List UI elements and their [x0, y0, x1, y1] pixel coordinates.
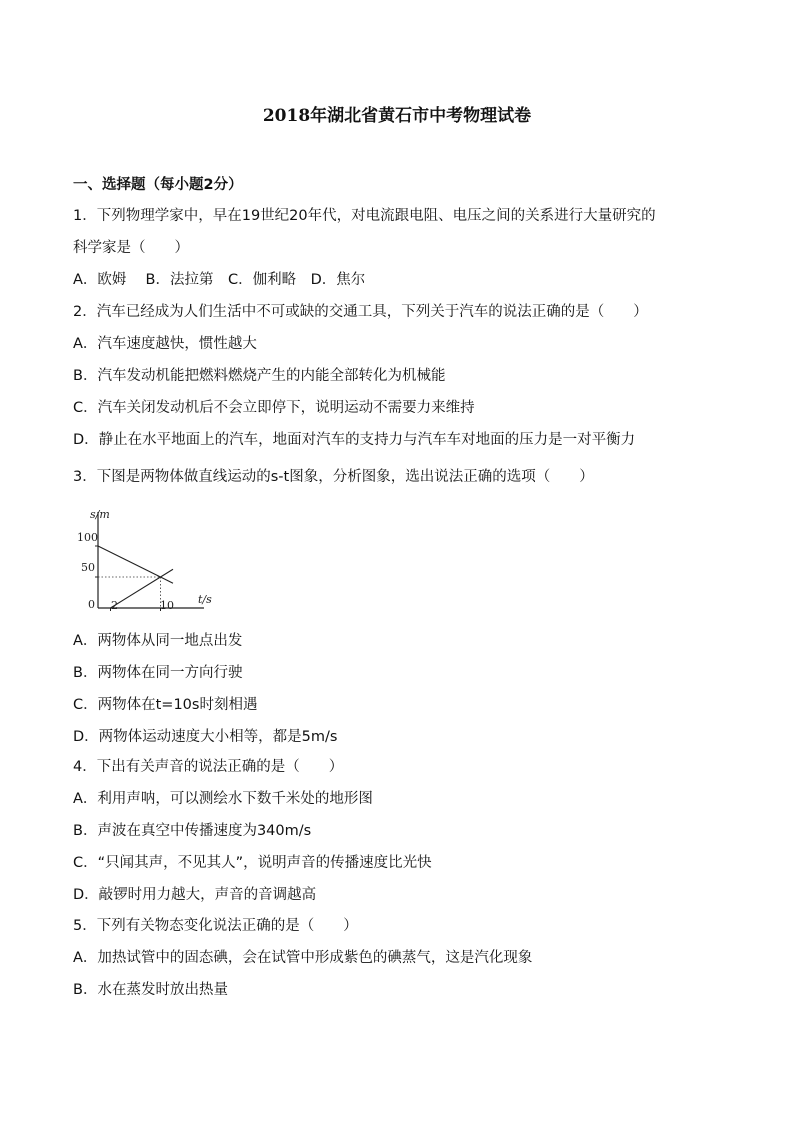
question-2-stem: 2．汽车已经成为人们生活中不可或缺的交通工具，下列关于汽车的说法正确的是（ ） — [73, 304, 648, 320]
x-axis-label: t/s — [198, 593, 212, 606]
question-5-option-b: B．水在蒸发时放出热量 — [73, 982, 228, 998]
series-line-1 — [98, 546, 173, 583]
page-title: 2018年湖北省黄石市中考物理试卷 — [262, 106, 532, 126]
question-1-line-2: 科学家是（ ） — [73, 240, 189, 256]
question-4-option-b: B．声波在真空中传播速度为340m/s — [73, 823, 312, 839]
y-tick-label-100: 100 — [77, 531, 98, 544]
x-tick-label-10: 10 — [160, 599, 174, 612]
question-3-option-d: D．两物体运动速度大小相等，都是5m/s — [73, 729, 338, 745]
question-3-stem: 3．下图是两物体做直线运动的s-t图象，分析图象，选出说法正确的选项（ ） — [73, 469, 594, 485]
question-1-line-1: 1．下列物理学家中，早在19世纪20年代，对电流跟电阻、电压之间的关系进行大量研究的 — [73, 208, 656, 224]
question-5-stem: 5．下列有关物态变化说法正确的是（ ） — [73, 918, 358, 934]
question-5-option-a: A．加热试管中的固态碘，会在试管中形成紫色的碘蒸气，这是汽化现象 — [73, 950, 533, 966]
question-2-option-b: B．汽车发动机能把燃料燃烧产生的内能全部转化为机械能 — [73, 368, 446, 384]
x-tick-label-2: 2 — [111, 599, 118, 612]
question-4-option-d: D．敲锣时用力越大，声音的音调越高 — [73, 887, 317, 903]
origin-label: 0 — [88, 598, 95, 611]
question-3-option-c: C．两物体在t=10s时刻相遇 — [73, 697, 258, 713]
question-2-option-c: C．汽车关闭发动机后不会立即停下，说明运动不需要力来维持 — [73, 400, 475, 416]
question-4-option-c: C．“只闻其声，不见其人”，说明声音的传播速度比光快 — [73, 855, 432, 871]
question-2-option-d: D．静止在水平地面上的汽车，地面对汽车的支持力与汽车车对地面的压力是一对平衡力 — [73, 432, 636, 448]
y-axis-label: s/m — [90, 508, 110, 521]
section-heading: 一、选择题（每小题2分） — [73, 177, 243, 193]
question-3-option-b: B．两物体在同一方向行驶 — [73, 665, 243, 681]
s-t-graph — [77, 506, 216, 616]
y-tick-label-50: 50 — [81, 561, 95, 574]
question-4-option-a: A．利用声呐，可以测绘水下数千米处的地形图 — [73, 791, 373, 807]
question-1-options: A．欧姆 B．法拉第 C．伽利略 D．焦尔 — [73, 272, 366, 288]
question-2-option-a: A．汽车速度越快，惯性越大 — [73, 336, 257, 352]
question-4-stem: 4．下出有关声音的说法正确的是（ ） — [73, 759, 344, 775]
question-3-option-a: A．两物体从同一地点出发 — [73, 633, 243, 649]
